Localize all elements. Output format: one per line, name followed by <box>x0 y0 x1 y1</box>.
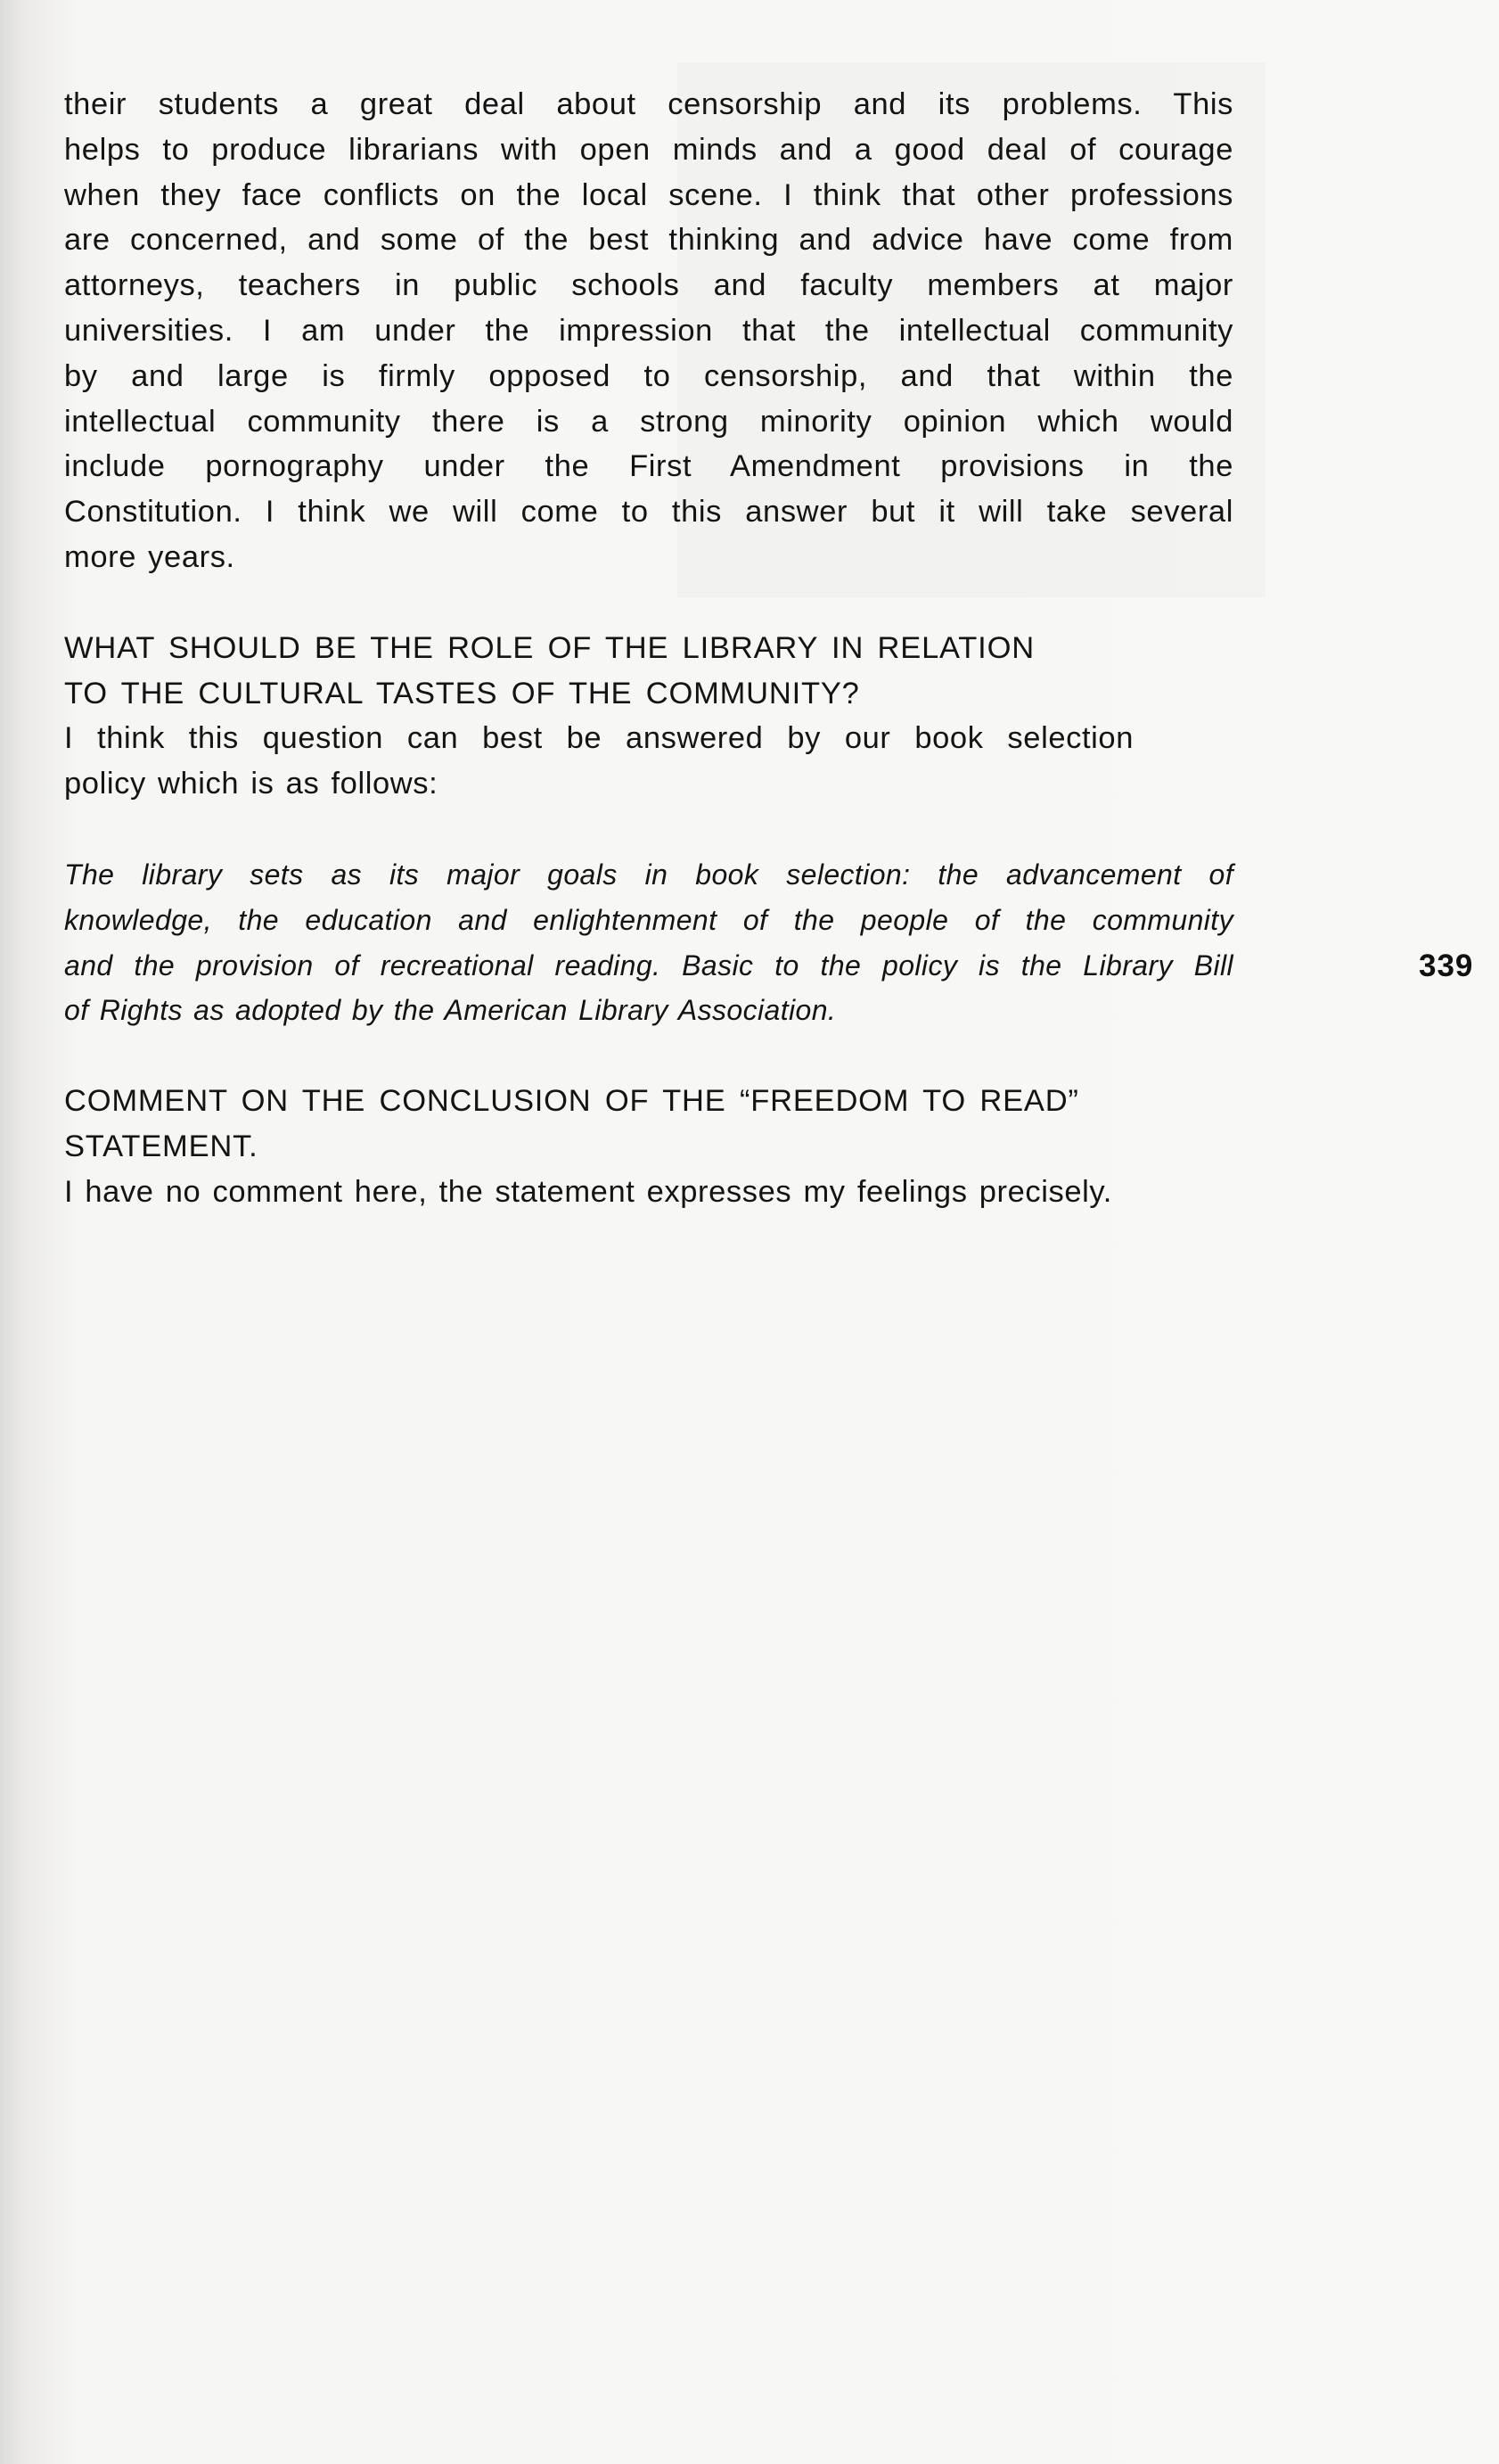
text-line: include pornography under the First Amendment provisions in the <box>64 449 1233 484</box>
text-line: I have no comment here, the statement expresses my feelings precisely. <box>64 1174 1112 1209</box>
page-content <box>64 82 1241 1215</box>
text-line: universities. I am under the impression that the intellectual community <box>64 313 1233 348</box>
question-heading-role-of-library <box>64 626 1241 717</box>
text-line: attorneys, teachers in public schools and faculty members at major <box>64 268 1233 303</box>
quote-line: of Rights as adopted by the American Library Association. <box>64 994 837 1027</box>
text-line: helps to produce librarians with open minds and a good deal of courage <box>64 132 1233 167</box>
text-line: more years. <box>64 539 235 574</box>
text-line: by and large is firmly opposed to censorship, and that within the <box>64 358 1233 393</box>
heading-line: STATEMENT. <box>64 1129 258 1163</box>
text-line: policy which is as follows: <box>64 767 438 801</box>
text-line: Constitution. I think we will come to this answer but it will take several <box>64 495 1233 530</box>
answer-freedom-to-read <box>64 1170 1241 1215</box>
answer-role-of-library <box>64 716 1134 807</box>
quote-line: knowledge, the education and enlightenment of the people of the community <box>64 903 1233 936</box>
heading-line: TO THE CULTURAL TASTES OF THE COMMUNITY? <box>64 676 860 710</box>
text-line: when they face conflicts on the local scene. I think that other professions <box>64 177 1233 212</box>
text-line: intellectual community there is a strong minority opinion which would <box>64 404 1233 439</box>
text-line: are concerned, and some of the best thinking and advice have come from <box>64 223 1233 258</box>
quote-line: and the provision of recreational reading. Basic to the policy is the Library Bill <box>64 949 1233 981</box>
text-line: their students a great deal about censorship and its problems. This <box>64 87 1233 121</box>
page-number: 339 <box>1419 949 1474 983</box>
paragraph-censorship <box>64 82 1233 580</box>
heading-line: COMMENT ON THE CONCLUSION OF THE “FREEDOM TO READ” <box>64 1084 1079 1119</box>
text-line: I think this question can best be answered by our book selection <box>64 721 1134 756</box>
book-selection-policy-quote <box>64 852 1233 1033</box>
heading-line: WHAT SHOULD BE THE ROLE OF THE LIBRARY IN RELATION <box>64 630 1035 665</box>
question-heading-freedom-to-read <box>64 1079 1241 1170</box>
quote-line: The library sets as its major goals in book selection: the advancement of <box>64 858 1233 891</box>
